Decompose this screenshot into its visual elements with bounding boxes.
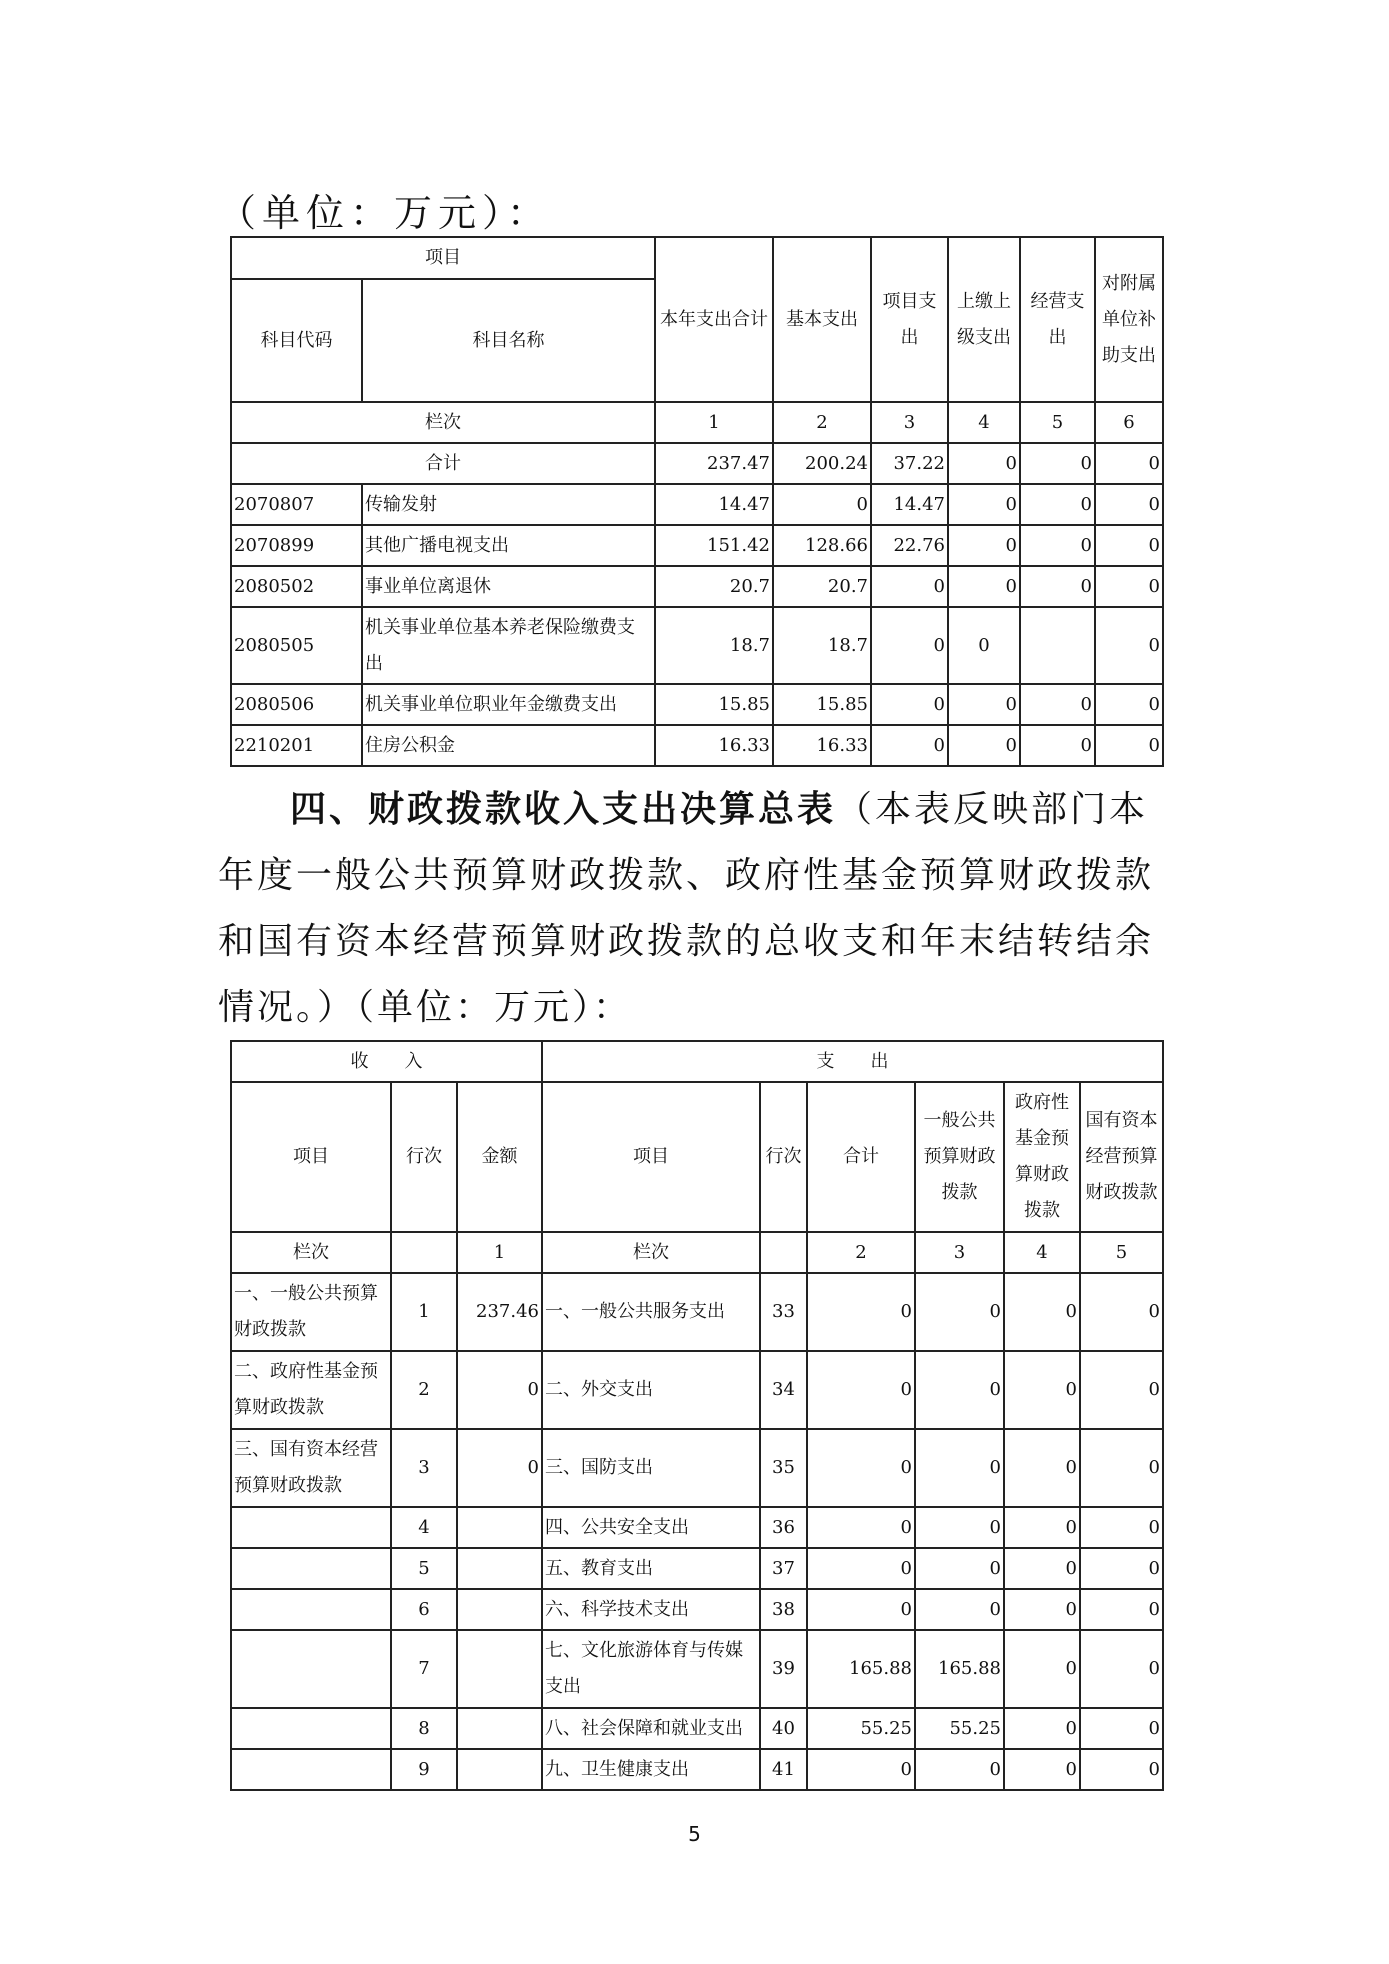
- value-cell: 0: [1080, 1630, 1163, 1708]
- value-cell: 0: [1080, 1548, 1163, 1589]
- value-cell: 0: [871, 725, 948, 766]
- income-amount: [457, 1708, 542, 1749]
- income-item: 二、政府性基金预算财政拨款: [231, 1351, 391, 1429]
- value-cell: 0: [1004, 1351, 1080, 1429]
- expense-item: 八、社会保障和就业支出: [542, 1708, 760, 1749]
- value-cell: [1020, 607, 1095, 684]
- income-line-no: 6: [391, 1589, 457, 1630]
- section-4-body: （本表反映部门本年度一般公共预算财政拨款、政府性基金预算财政拨款和国有资本经营预算财政拨款的总收支和年末结转结余情况。）（单位：万元）：: [218, 789, 1155, 1028]
- header-upper: 上缴上级支出: [948, 237, 1020, 402]
- sum-label: 合计: [231, 443, 655, 484]
- rank-cell: 1: [457, 1232, 542, 1273]
- value-cell: 0: [915, 1548, 1004, 1589]
- value-cell: 20.7: [773, 566, 871, 607]
- income-amount: 0: [457, 1429, 542, 1507]
- header-state-capital: 国有资本经营预算财政拨款: [1080, 1082, 1163, 1232]
- value-cell: 151.42: [655, 525, 773, 566]
- value-cell: 0: [1004, 1507, 1080, 1548]
- value-cell: 0: [1004, 1749, 1080, 1790]
- income-line-no: 7: [391, 1630, 457, 1708]
- value-cell: 15.85: [655, 684, 773, 725]
- rank-cell: 1: [655, 402, 773, 443]
- income-line-no: 8: [391, 1708, 457, 1749]
- rank-cell: 2: [807, 1232, 915, 1273]
- expenditure-table: [230, 236, 1164, 767]
- expense-line-no: 38: [760, 1589, 807, 1630]
- table-row: [231, 1589, 1163, 1630]
- value-cell: 0: [1080, 1749, 1163, 1790]
- header-gov-fund: 政府性基金预算财政拨款: [1004, 1082, 1080, 1232]
- fiscal-summary-table: [230, 1040, 1164, 1791]
- expense-item: 三、国防支出: [542, 1429, 760, 1507]
- value-cell: 0: [948, 484, 1020, 525]
- value-cell: 0: [1080, 1351, 1163, 1429]
- name-cell: 住房公积金: [362, 725, 655, 766]
- income-line-no: 4: [391, 1507, 457, 1548]
- value-cell: 0: [807, 1273, 915, 1351]
- sum-cell: 37.22: [871, 443, 948, 484]
- value-cell: 14.47: [871, 484, 948, 525]
- header-amount: 金额: [457, 1082, 542, 1232]
- table-row: [231, 725, 1163, 766]
- rank-cell: 5: [1080, 1232, 1163, 1273]
- rank-label-2: 栏次: [542, 1232, 760, 1273]
- header-expense: 支 出: [542, 1041, 1163, 1082]
- header-total: 合计: [807, 1082, 915, 1232]
- value-cell: 0: [1004, 1630, 1080, 1708]
- unit-label: （单位：万元）：: [218, 191, 552, 235]
- table-row: [231, 1273, 1163, 1351]
- rank-cell: 3: [871, 402, 948, 443]
- rank-label: 栏次: [231, 402, 655, 443]
- value-cell: 20.7: [655, 566, 773, 607]
- table-row: [231, 1630, 1163, 1708]
- table-row: [231, 525, 1163, 566]
- value-cell: 0: [1004, 1429, 1080, 1507]
- value-cell: 0: [1080, 1507, 1163, 1548]
- value-cell: 0: [948, 566, 1020, 607]
- rank-cell: 4: [948, 402, 1020, 443]
- value-cell: 0: [1020, 684, 1095, 725]
- header-line-no: 行次: [391, 1082, 457, 1232]
- rank-cell: 3: [915, 1232, 1004, 1273]
- value-cell: 0: [807, 1507, 915, 1548]
- code-cell: 2070807: [231, 484, 362, 525]
- value-cell: 0: [915, 1351, 1004, 1429]
- header-subsidy: 对附属单位补助支出: [1095, 237, 1163, 402]
- value-cell: 0: [807, 1548, 915, 1589]
- expense-line-no: 34: [760, 1351, 807, 1429]
- header-basic: 基本支出: [773, 237, 871, 402]
- code-cell: 2070899: [231, 525, 362, 566]
- expense-item: 九、卫生健康支出: [542, 1749, 760, 1790]
- income-item: [231, 1507, 391, 1548]
- rank-empty: [391, 1232, 457, 1273]
- expense-line-no: 39: [760, 1630, 807, 1708]
- value-cell: 0: [807, 1749, 915, 1790]
- value-cell: 0: [871, 684, 948, 725]
- value-cell: 0: [915, 1589, 1004, 1630]
- value-cell: 0: [871, 566, 948, 607]
- code-cell: 2080502: [231, 566, 362, 607]
- page-number: 5: [688, 1822, 701, 1846]
- table-row: [231, 484, 1163, 525]
- rank-label: 栏次: [231, 1232, 391, 1273]
- value-cell: 55.25: [915, 1708, 1004, 1749]
- header-code: 科目代码: [231, 279, 362, 402]
- table-row: [231, 1429, 1163, 1507]
- income-item: [231, 1749, 391, 1790]
- table-row: [231, 1351, 1163, 1429]
- sum-cell: 0: [1095, 443, 1163, 484]
- section-4-paragraph: [218, 777, 1178, 1041]
- code-cell: 2080505: [231, 607, 362, 684]
- value-cell: 0: [1020, 725, 1095, 766]
- section-4-heading: 四、财政拨款收入支出决算总表: [290, 789, 837, 830]
- expense-line-no: 33: [760, 1273, 807, 1351]
- value-cell: 16.33: [655, 725, 773, 766]
- rank-empty: [760, 1232, 807, 1273]
- expense-line-no: 35: [760, 1429, 807, 1507]
- header-line-no-2: 行次: [760, 1082, 807, 1232]
- value-cell: 0: [948, 725, 1020, 766]
- income-amount: 0: [457, 1351, 542, 1429]
- income-line-no: 2: [391, 1351, 457, 1429]
- value-cell: 0: [1095, 725, 1163, 766]
- table-row: [231, 1749, 1163, 1790]
- value-cell: 0: [1004, 1589, 1080, 1630]
- rank-cell: 2: [773, 402, 871, 443]
- value-cell: 0: [807, 1589, 915, 1630]
- expense-item: 七、文化旅游体育与传媒支出: [542, 1630, 760, 1708]
- sum-cell: 0: [1020, 443, 1095, 484]
- income-line-no: 5: [391, 1548, 457, 1589]
- income-line-no: 9: [391, 1749, 457, 1790]
- value-cell: 16.33: [773, 725, 871, 766]
- income-item: 三、国有资本经营预算财政拨款: [231, 1429, 391, 1507]
- header-general-budget: 一般公共预算财政拨款: [915, 1082, 1004, 1232]
- value-cell: 0: [948, 525, 1020, 566]
- name-cell: 机关事业单位基本养老保险缴费支出: [362, 607, 655, 684]
- income-item: [231, 1548, 391, 1589]
- income-amount: [457, 1507, 542, 1548]
- value-cell: 0: [1095, 525, 1163, 566]
- value-cell: 0: [1080, 1429, 1163, 1507]
- table-row: [231, 566, 1163, 607]
- sum-cell: 237.47: [655, 443, 773, 484]
- value-cell: 0: [1020, 484, 1095, 525]
- rank-cell: 6: [1095, 402, 1163, 443]
- value-cell: 0: [1080, 1273, 1163, 1351]
- table-row: [231, 1548, 1163, 1589]
- value-cell: 0: [1004, 1708, 1080, 1749]
- value-cell: 0: [1080, 1708, 1163, 1749]
- income-amount: 237.46: [457, 1273, 542, 1351]
- name-cell: 其他广播电视支出: [362, 525, 655, 566]
- income-item: [231, 1630, 391, 1708]
- header-project-expense: 项目支出: [871, 237, 948, 402]
- income-line-no: 1: [391, 1273, 457, 1351]
- income-item: [231, 1708, 391, 1749]
- value-cell: 0: [1095, 566, 1163, 607]
- value-cell: 0: [1004, 1273, 1080, 1351]
- value-cell: 0: [948, 607, 1020, 684]
- rank-cell: 4: [1004, 1232, 1080, 1273]
- value-cell: 0: [1020, 566, 1095, 607]
- name-cell: 事业单位离退休: [362, 566, 655, 607]
- name-cell: 传输发射: [362, 484, 655, 525]
- value-cell: 18.7: [773, 607, 871, 684]
- table-row: [231, 684, 1163, 725]
- expense-item: 五、教育支出: [542, 1548, 760, 1589]
- header-income: 收 入: [231, 1041, 542, 1082]
- value-cell: 15.85: [773, 684, 871, 725]
- value-cell: 165.88: [915, 1630, 1004, 1708]
- expense-item: 四、公共安全支出: [542, 1507, 760, 1548]
- header-name: 科目名称: [362, 279, 655, 402]
- expense-item: 一、一般公共服务支出: [542, 1273, 760, 1351]
- header-business: 经营支出: [1020, 237, 1095, 402]
- income-item: [231, 1589, 391, 1630]
- value-cell: 0: [915, 1273, 1004, 1351]
- value-cell: 165.88: [807, 1630, 915, 1708]
- table-row: [231, 607, 1163, 684]
- value-cell: 14.47: [655, 484, 773, 525]
- value-cell: 0: [915, 1507, 1004, 1548]
- value-cell: 0: [871, 607, 948, 684]
- code-cell: 2080506: [231, 684, 362, 725]
- income-line-no: 3: [391, 1429, 457, 1507]
- value-cell: 0: [1080, 1589, 1163, 1630]
- value-cell: 0: [915, 1749, 1004, 1790]
- header-total: 本年支出合计: [655, 237, 773, 402]
- rank-cell: 5: [1020, 402, 1095, 443]
- value-cell: 0: [1095, 607, 1163, 684]
- name-cell: 机关事业单位职业年金缴费支出: [362, 684, 655, 725]
- expense-line-no: 40: [760, 1708, 807, 1749]
- value-cell: 0: [915, 1429, 1004, 1507]
- expense-item: 二、外交支出: [542, 1351, 760, 1429]
- value-cell: 0: [1004, 1548, 1080, 1589]
- sum-cell: 200.24: [773, 443, 871, 484]
- income-amount: [457, 1630, 542, 1708]
- table-row: [231, 1507, 1163, 1548]
- value-cell: 55.25: [807, 1708, 915, 1749]
- value-cell: 128.66: [773, 525, 871, 566]
- value-cell: 0: [807, 1429, 915, 1507]
- value-cell: 0: [1095, 484, 1163, 525]
- income-amount: [457, 1548, 542, 1589]
- header-item: 项目: [231, 1082, 391, 1232]
- income-amount: [457, 1589, 542, 1630]
- code-cell: 2210201: [231, 725, 362, 766]
- value-cell: 0: [948, 684, 1020, 725]
- expense-line-no: 36: [760, 1507, 807, 1548]
- income-item: 一、一般公共预算财政拨款: [231, 1273, 391, 1351]
- expense-line-no: 37: [760, 1548, 807, 1589]
- expense-line-no: 41: [760, 1749, 807, 1790]
- value-cell: 0: [1095, 684, 1163, 725]
- value-cell: 0: [1020, 525, 1095, 566]
- expense-item: 六、科学技术支出: [542, 1589, 760, 1630]
- sum-cell: 0: [948, 443, 1020, 484]
- income-amount: [457, 1749, 542, 1790]
- value-cell: 0: [773, 484, 871, 525]
- value-cell: 18.7: [655, 607, 773, 684]
- value-cell: 22.76: [871, 525, 948, 566]
- header-project: 项目: [231, 237, 655, 279]
- value-cell: 0: [807, 1351, 915, 1429]
- header-item-2: 项目: [542, 1082, 760, 1232]
- table-row: [231, 1708, 1163, 1749]
